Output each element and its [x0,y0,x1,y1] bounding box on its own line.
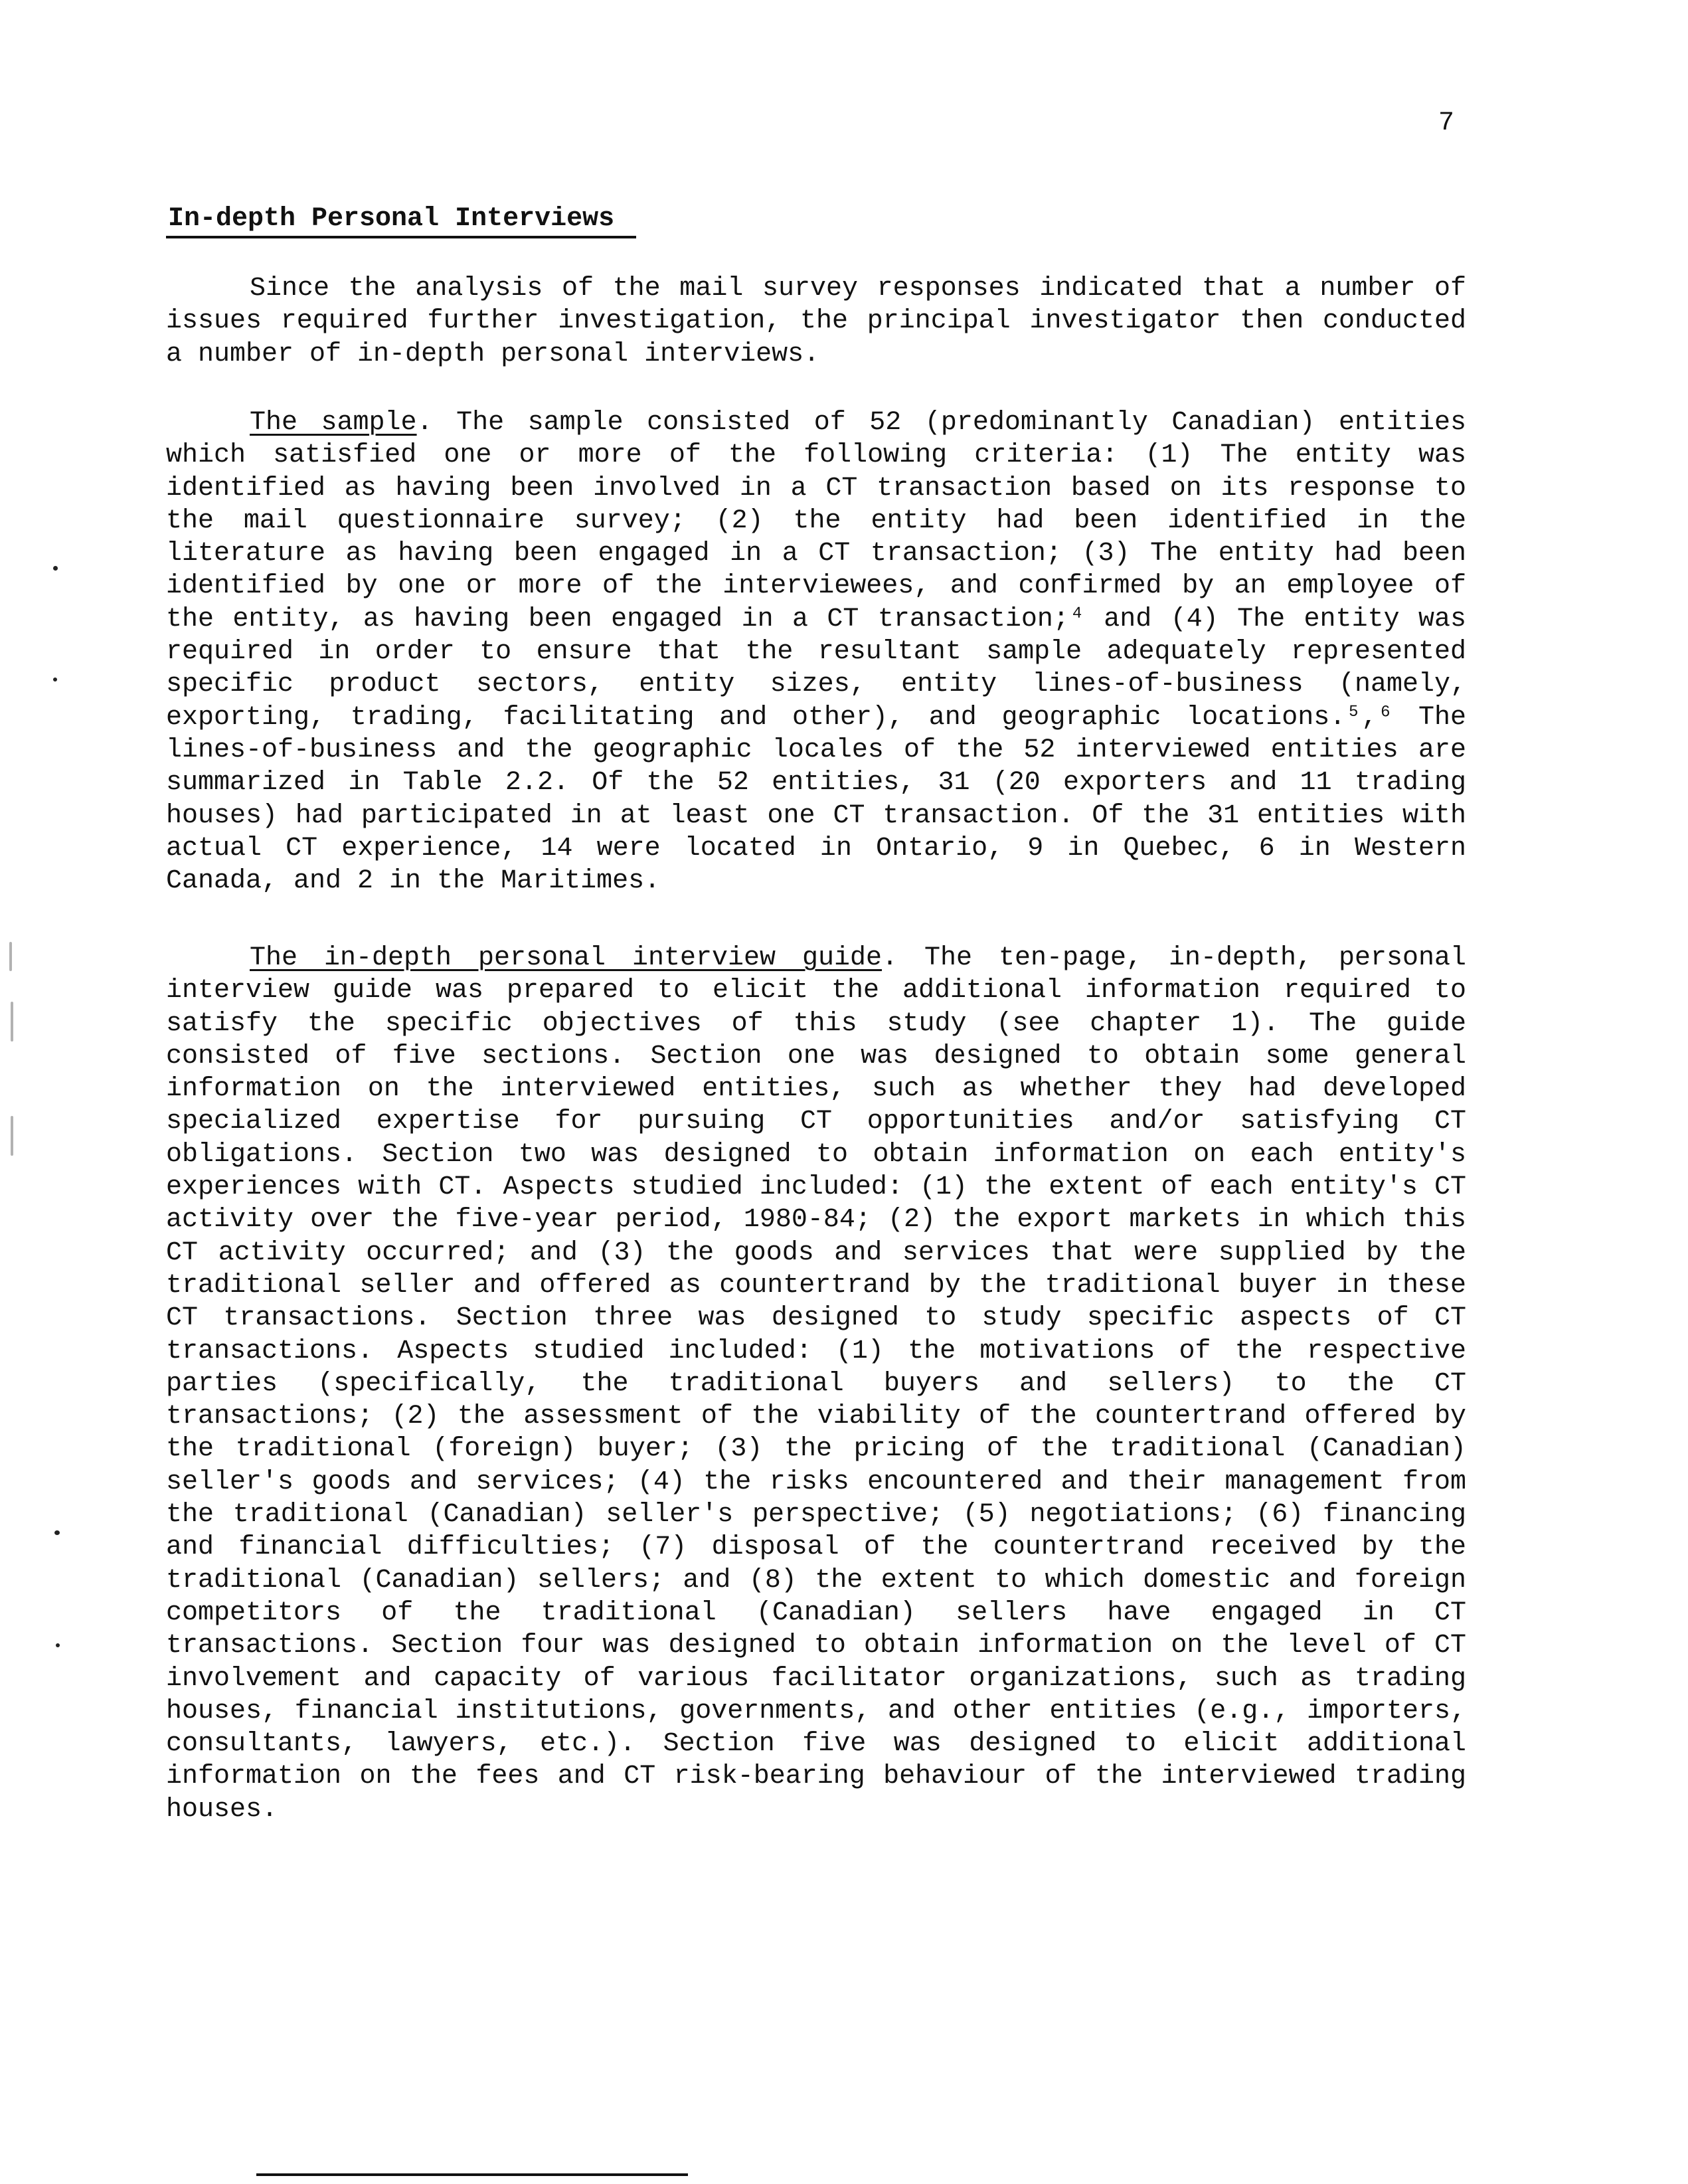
guide-paragraph [166,942,1466,1826]
page-number: 7 [1438,108,1455,138]
sample-text: . The sample consisted of 52 (predominantly Canadian) entities which satisfied one or more of the following criteria: (1) The entity was identified as having been involved in a CT transaction based on its response to the mail questionnaire survey; (2) the entity had been identified in the literature as having been engaged in a CT transaction; (3) The entity had been identified by one or more of the interviewees, and confirmed by an employee of the entity, as having been engaged in a CT transaction;⁴ and (4) The entity was required in order to ensure that the resultant sample adequately represented specific product sectors, entity sizes, entity lines-of-business (namely, exporting, trading, facilitating and other), and geographic locations.⁵,⁶ The lines-of-business and the geographic locales of the 52 interviewed entities are summarized in Table 2.2. Of the 52 entities, 31 (20 exporters and 11 trading houses) had participated in at least one CT transaction. Of the 31 entities with actual CT experience, 14 were located in Ontario, 9 in Quebec, 6 in Western Canada, and 2 in the Maritimes. [166,408,1466,897]
scan-speck [54,1530,60,1535]
scan-speck [56,1643,60,1647]
scan-speck [11,1116,13,1156]
section-heading: In-depth Personal Interviews [168,204,615,234]
intro-paragraph [166,272,1466,371]
scan-speck [53,678,57,682]
scan-speck [11,1002,13,1042]
scan-speck [9,942,12,971]
intro-text: Since the analysis of the mail survey responses indicated that a number of issues required further investigation, the principal investigator then conducted a number of in-depth personal interviews. [166,274,1466,369]
heading-underline [166,236,636,238]
guide-text: . The ten-page, in-depth, personal interview guide was prepared to elicit the additional information required to satisfy the specific objectives of this study (see chapter 1). The guide consisted of five sections. Section one was designed to obtain some general information on the interviewed entities, such as whether they had developed specialized expertise for pursuing CT opportunities and/or satisfying CT obligations. Section two was designed to obtain information on each entity's experiences with CT. Aspects studied included: (1) the extent of each entity's CT activity over the five-year period, 1980-84; (2) the export markets in which this CT activity occurred; and (3) the goods and services that were supplied by the traditional seller and offered as countertrand by the traditional buyer in these CT transactions. Section three was designed to study specific aspects of CT transactions. Aspects studied included: (1) the motivations of the respective parties (specifically, the traditional buyers and sellers) to the CT transactions; (2) the assessment of the viability of the countertrand offered by the traditional (foreign) buyer; (3) the pricing of the traditional (Canadian) seller's goods and services; (4) the risks encountered and their management from the traditional (Canadian) seller's perspective; (5) negotiations; (6) financing and financial difficulties; (7) disposal of the countertrand received by the traditional (Canadian) sellers; and (8) the extent to which domestic and foreign competitors of the traditional (Canadian) sellers have engaged in CT transactions. Section four was designed to obtain information on the level of CT involvement and capacity of various facilitator organizations, such as trading houses, financial institutions, governments, and other entities (e.g., importers, consultants, lawyers, etc.). Section five was designed to elicit additional information on the fees and CT risk-bearing behaviour of the interviewed trading houses. [166,943,1466,1825]
sample-run-in-heading: The sample [250,408,417,438]
guide-run-in-heading: The in-depth personal interview guide [250,943,882,973]
sample-paragraph [166,407,1466,897]
scan-speck [53,566,58,571]
footnote-separator-rule [256,2173,688,2176]
